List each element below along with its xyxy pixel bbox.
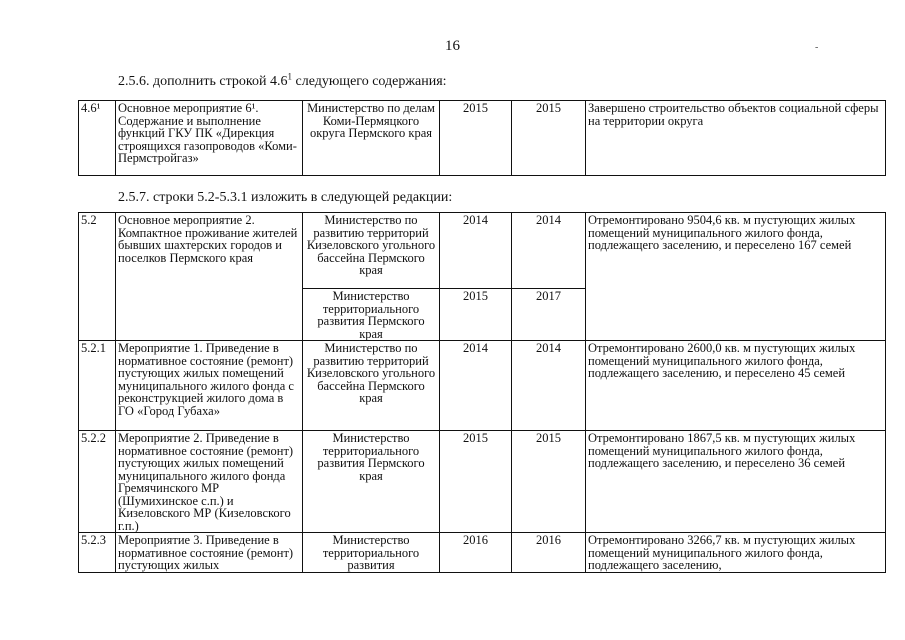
- page-number: 16: [445, 38, 460, 54]
- responsible-agency: Министерство по развитию территорий Кизеловского угольного бассейна Пермского края: [303, 341, 440, 431]
- table-row: [79, 101, 886, 176]
- expected-result: Отремонтировано 1867,5 кв. м пустующих жилых помещений муниципального жилого фонда, подлежащего заселению, и переселено 36 семей: [586, 431, 886, 533]
- table-row: [79, 533, 886, 573]
- end-year: 2014: [512, 213, 586, 289]
- responsible-agency: Министерство по развитию территорий Кизеловского угольного бассейна Пермского края: [303, 213, 440, 289]
- start-year: 2015: [440, 289, 512, 341]
- table-row: [79, 213, 886, 289]
- expected-result: Отремонтировано 9504,6 кв. м пустующих жилых помещений муниципального жилого фонда, подлежащего заселению, и переселено 167 семей: [586, 213, 886, 341]
- paragraph-2-5-7: 2.5.7. строки 5.2-5.3.1 изложить в следующей редакции:: [118, 190, 453, 205]
- table-row-4-6-1: [78, 100, 886, 176]
- start-year: 2014: [440, 341, 512, 431]
- paragraph-2-5-6-text: 2.5.6. дополнить строкой 4.6: [118, 74, 288, 89]
- paragraph-2-5-6: [118, 71, 447, 90]
- activity-title: Мероприятие 3. Приведение в нормативное состояние (ремонт) пустующих жилых: [116, 533, 303, 573]
- row-number: 5.2.1: [79, 341, 116, 431]
- start-year: 2014: [440, 213, 512, 289]
- start-year: 2016: [440, 533, 512, 573]
- start-year: 2015: [440, 431, 512, 533]
- table-rows-5-2: [78, 212, 886, 573]
- table-row: [79, 431, 886, 533]
- expected-result: Отремонтировано 3266,7 кв. м пустующих жилых помещений муниципального жилого фонда, подлежащего заселению,: [586, 533, 886, 573]
- table-row: [79, 341, 886, 431]
- paragraph-2-5-6-tail: следующего содержания:: [292, 74, 447, 89]
- activity-title: Мероприятие 1. Приведение в нормативное состояние (ремонт) пустующих жилых помещений муниципального жилого фонда с реконструкцией жилого дома в ГО «Город Губаха»: [116, 341, 303, 431]
- row-number: 5.2: [79, 213, 116, 341]
- end-year: 2015: [512, 431, 586, 533]
- expected-result: Отремонтировано 2600,0 кв. м пустующих жилых помещений муниципального жилого фонда, подлежащего заселению, и переселено 45 семей: [586, 341, 886, 431]
- activity-title: Мероприятие 2. Приведение в нормативное состояние (ремонт) пустующих жилых помещений муниципального жилого фонда Гремячинского МР (Шумихинское с.п.) и Кизеловского МР (Кизеловского г.п.): [116, 431, 303, 533]
- expected-result: Завершено строительство объектов социальной сферы на территории округа: [586, 101, 886, 176]
- end-year: 2015: [512, 101, 586, 176]
- end-year: 2014: [512, 341, 586, 431]
- responsible-agency: Министерство территориального развития Пермского края: [303, 289, 440, 341]
- responsible-agency: Министерство территориального развития Пермского края: [303, 431, 440, 533]
- row-number: 4.6¹: [79, 101, 116, 176]
- start-year: 2015: [440, 101, 512, 176]
- superscript: 1: [287, 71, 292, 82]
- responsible-agency: Министерство территориального развития: [303, 533, 440, 573]
- activity-title: Основное мероприятие 2. Компактное проживание жителей бывших шахтерских городов и поселков Пермского края: [116, 213, 303, 341]
- responsible-agency: Министерство по делам Коми-Пермяцкого округа Пермского края: [303, 101, 440, 176]
- row-number: 5.2.3: [79, 533, 116, 573]
- row-number: 5.2.2: [79, 431, 116, 533]
- scan-speck: -: [815, 42, 819, 53]
- end-year: 2016: [512, 533, 586, 573]
- end-year: 2017: [512, 289, 586, 341]
- activity-title: Основное мероприятие 6¹. Содержание и выполнение функций ГКУ ПК «Дирекция строящихся газопроводов «Коми-Пермстройгаз»: [116, 101, 303, 176]
